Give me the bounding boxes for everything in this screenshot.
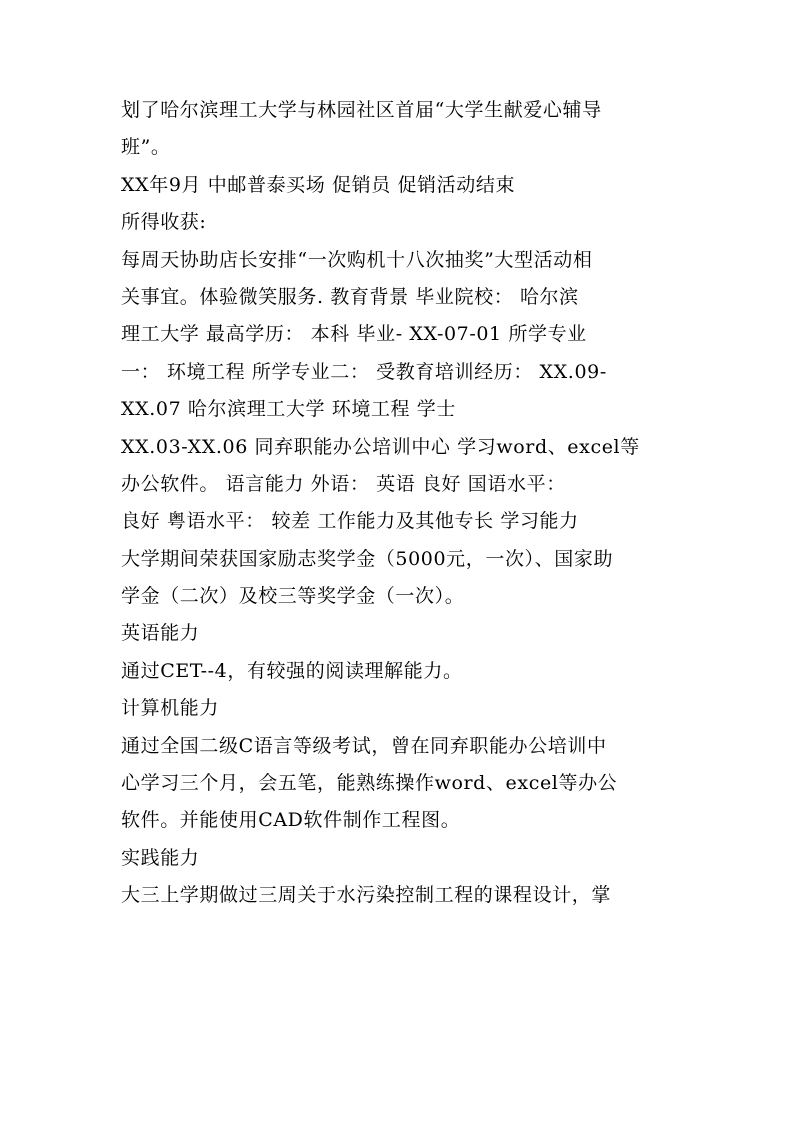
section-heading-english: 英语能力 bbox=[121, 622, 200, 645]
text-line: 所得收获: bbox=[121, 211, 207, 234]
text-line: 通过CET--4，有较强的阅读理解能力。 bbox=[121, 659, 463, 682]
text-line: XX.07 哈尔滨理工大学 环境工程 学士 bbox=[121, 398, 456, 421]
text-line: 心学习三个月，会五笔，能熟练操作word、excel等办公 bbox=[121, 772, 618, 795]
text-line: 良好 粤语水平： 较差 工作能力及其他专长 学习能力 bbox=[121, 510, 579, 533]
text-line: 大学期间荣获国家励志奖学金（5000元，一次）、国家助 bbox=[121, 547, 614, 570]
text-line: 班”。 bbox=[121, 136, 171, 159]
section-heading-practice: 实践能力 bbox=[121, 846, 200, 869]
text-line: 划了哈尔滨理工大学与林园社区首届“大学生献爱心辅导 bbox=[121, 99, 602, 121]
text-line: XX.03-XX.06 同弃职能办公培训中心 学习word、excel等 bbox=[121, 435, 640, 458]
text-line: 理工大学 最高学历： 本科 毕业- XX-07-01 所学专业 bbox=[121, 323, 587, 346]
text-line: XX年9月 中邮普泰买场 促销员 促销活动结束 bbox=[121, 173, 516, 196]
text-line: 通过全国二级C语言等级考试，曾在同弃职能办公培训中 bbox=[121, 734, 607, 757]
text-line: 办公软件。 语言能力 外语： 英语 良好 国语水平： bbox=[121, 472, 566, 495]
text-line: 关事宜。体验微笑服务. 教育背景 毕业院校： 哈尔滨 bbox=[121, 285, 579, 308]
text-line: 每周天协助店长安排“一次购机十八次抽奖”大型活动相 bbox=[121, 248, 593, 271]
document-body-text bbox=[121, 92, 681, 915]
text-line: 一： 环境工程 所学专业二： 受教育培训经历： XX.09- bbox=[121, 360, 607, 383]
text-line: 学金（二次）及校三等奖学金（一次）。 bbox=[121, 585, 465, 608]
section-heading-computer: 计算机能力 bbox=[121, 697, 220, 720]
text-line: 软件。并能使用CAD软件制作工程图。 bbox=[121, 809, 461, 832]
text-line: 大三上学期做过三周关于水污染控制工程的课程设计，掌 bbox=[121, 884, 612, 907]
